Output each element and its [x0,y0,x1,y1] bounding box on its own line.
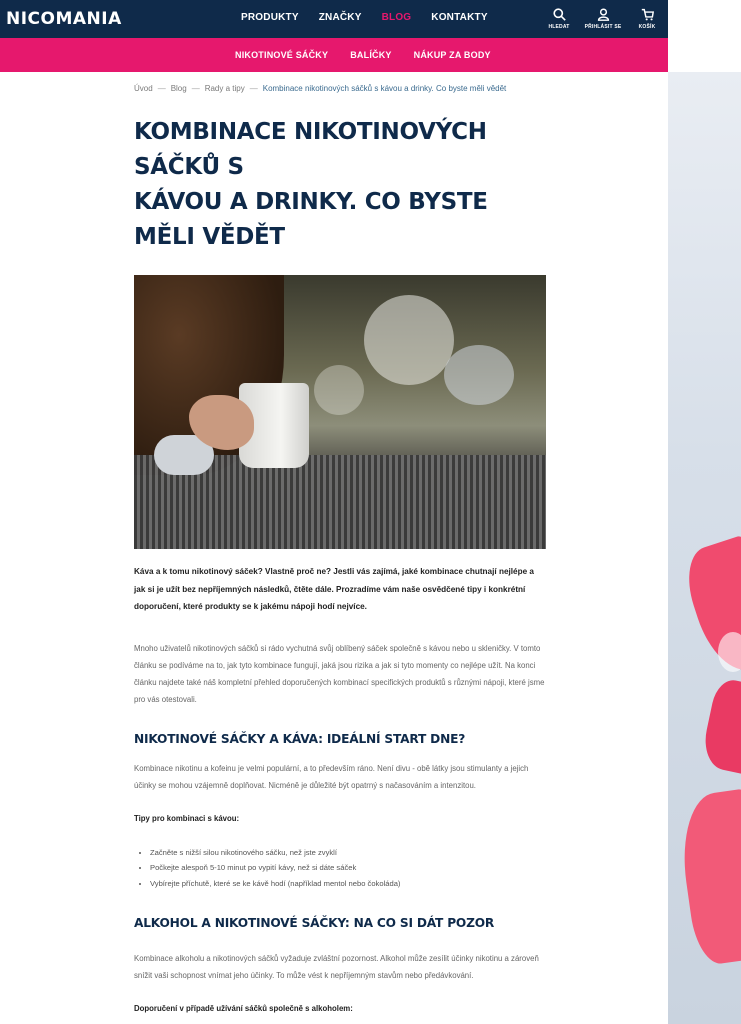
article [134,84,546,1013]
main-nav [241,12,508,23]
breadcrumb-separator: — [191,84,200,93]
breadcrumb-separator: — [249,84,258,93]
user-icon [597,8,610,21]
login-label: PŘIHLÁSIT SE [584,24,622,30]
tips-list [134,845,546,892]
hero-image [134,275,546,549]
list-item: • Začněte s nižší silou nikotinového sáčku, než jste zvyklí [150,845,546,861]
breadcrumb [134,84,546,93]
nav-blog[interactable]: BLOG [381,12,412,23]
list-item: • Vybírejte příchutě, které se ke kávě hodí (například mentol nebo čokoláda) [150,876,546,892]
cart-icon [641,8,654,21]
cart-button[interactable] [628,0,666,38]
list-item: • Počkejte alespoň 5-10 minut po vypití kávy, než si dáte sáček [150,860,546,876]
top-header [0,0,668,38]
page-title-line1: KOMBINACE NIKOTINOVÝCH SÁČKŮ S [134,119,487,180]
tips-heading: Tipy pro kombinaci s kávou: [134,813,240,823]
header-actions [540,0,672,38]
article-intro: Mnoho uživatelů nikotinových sáčků si rádo vychutná svůj oblíbený sáček společně s kávou nebo u skleničky. V tomto článku se podíváme na to, jak tyto kombinace fungují, jaká jsou rizika a jak si tyto momenty co nejlépe užít. Na konci článku najdete také náš kompletní přehled doporučených kombinací specifických produktů s různými nápoji, které jsme pro vás otestovali. [134,643,545,704]
side-decoration [668,72,741,1024]
page-title [134,115,546,255]
login-button[interactable] [584,0,622,38]
breadcrumb-rady-a-tipy[interactable]: Rady a tipy [204,84,245,93]
breadcrumb-blog[interactable]: Blog [170,84,187,93]
nav-znacky[interactable]: ZNAČKY [318,12,362,23]
search-button[interactable] [540,0,578,38]
subnav-nakup-za-body[interactable]: NÁKUP ZA BODY [413,50,491,60]
subnav-balicky[interactable]: BALÍČKY [350,50,392,60]
sub-nav [235,50,513,60]
alcohol-recommendation-heading: Doporučení v případě užívání sáčků společně s alkoholem: [134,1004,353,1013]
nav-kontakty[interactable]: KONTAKTY [431,12,488,23]
subnav-nikotinove-sacky[interactable]: NIKOTINOVÉ SÁČKY [235,50,329,60]
page-title-line2: KÁVOU A DRINKY. CO BYSTE MĚLI VĚDĚT [134,189,488,250]
article-lead: Káva a k tomu nikotinový sáček? Vlastně proč ne? Jestli vás zajímá, jaké kombinace chutnají nejlépe a jak si je užít bez nepříjemných následků, čtěte dále. Prozradíme vám naše osvědčené tipy i konkrétní doporučení, které produkty se k jakému nápoji hodí nejvíce. [134,567,534,611]
logo[interactable]: NICOMANIA [6,9,122,29]
breadcrumb-separator: — [157,84,166,93]
sub-header [0,38,668,72]
breadcrumb-uvod[interactable]: Úvod [134,84,153,93]
heading-coffee: NIKOTINOVÉ SÁČKY A KÁVA: IDEÁLNÍ START DNE? [134,731,466,746]
coffee-text: Kombinace nikotinu a kofeinu je velmi populární, a to především ráno. Není divu - obě látky jsou stimulanty a jejich účinky se mohou vzájemně doplňovat. Nicméně je důležité být opatrný s načasováním a intenzitou. [134,763,529,790]
breadcrumb-current: Kombinace nikotinových sáčků s kávou a drinky. Co byste měli vědět [262,84,507,93]
cart-label: KOŠÍK [638,24,656,30]
alcohol-text: Kombinace alkoholu a nikotinových sáčků vyžaduje zvláštní pozornost. Alkohol může zesílit účinky nikotinu a zároveň snížit vaši schopnost vnímat jeho účinky. To může vést k nepříjemným stavům nebo předávkování. [134,954,539,980]
nav-produkty[interactable]: PRODUKTY [241,12,299,23]
search-label: HLEDAT [548,24,570,30]
heading-alcohol: ALKOHOL A NIKOTINOVÉ SÁČKY: NA CO SI DÁT POZOR [134,916,495,930]
search-icon [553,8,566,21]
